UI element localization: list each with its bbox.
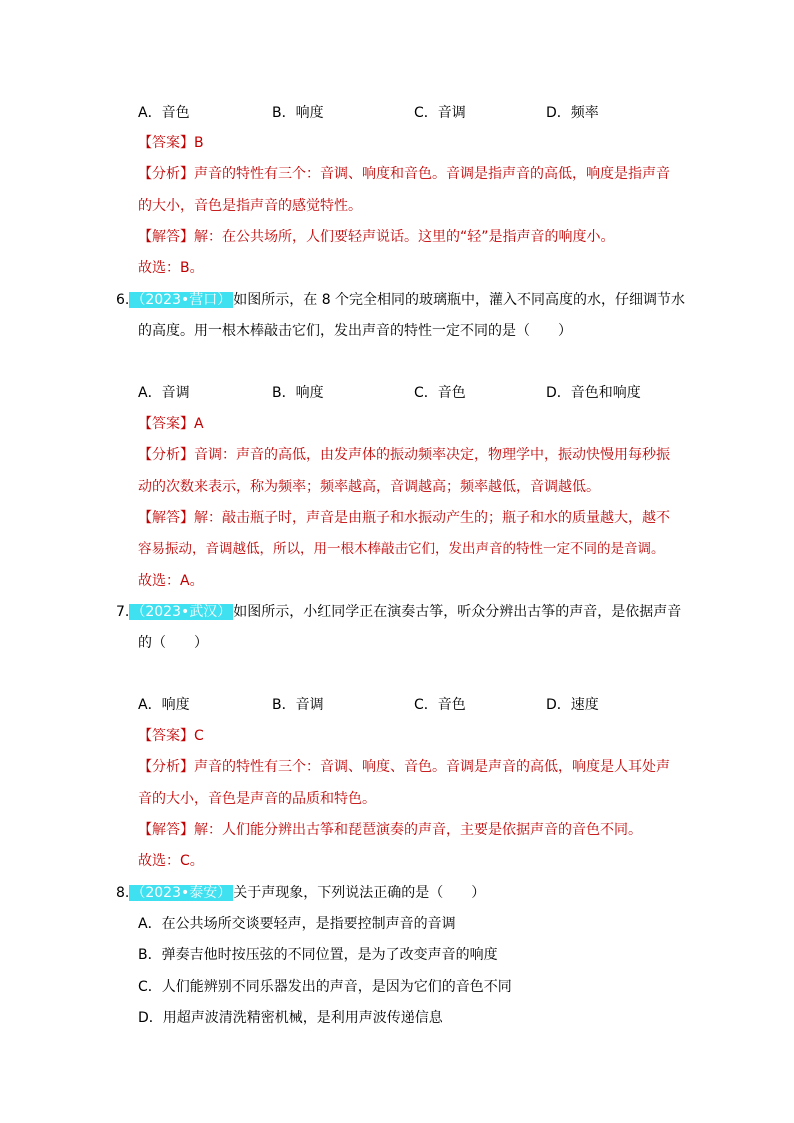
solution-text: 解：人们能分辨出古筝和琵琶演奏的声音，主要是依据声音的音色不同。	[194, 822, 642, 838]
option-a: A．音调	[138, 385, 190, 401]
prev-analysis-line-2: 的大小，音色是指声音的感觉特性。	[138, 198, 362, 214]
q7-stem-line-2: 的（ ）	[138, 635, 208, 651]
option-a: A．响度	[138, 697, 190, 713]
solution-tag: 【解答】	[138, 822, 194, 838]
stem-text: 关于声现象，下列说法正确的是（ ）	[233, 885, 486, 901]
question-number: 7.	[116, 604, 130, 620]
q7-analysis-line-2: 音的大小，音色是声音的品质和特色。	[138, 791, 376, 807]
q6-solution-line-2: 容易振动，音调越低，所以，用一根木棒敲击它们，发出声音的特性一定不同的是音调。	[138, 541, 665, 557]
solution-text: 解：敲击瓶子时，声音是由瓶子和水振动产生的；瓶子和水的质量越大，越不	[194, 510, 670, 526]
q8-stem	[116, 883, 485, 903]
option-d: D．速度	[546, 697, 599, 713]
answer-value: B	[194, 135, 204, 151]
source-badge: （2023•营口）	[131, 292, 232, 308]
q8-option-b: B．弹奏吉他时按压弦的不同位置，是为了改变声音的响度	[138, 947, 498, 963]
option-b: B．响度	[272, 385, 324, 401]
prev-solution	[138, 227, 615, 247]
q8-option-d: D．用超声波清洗精密机械，是利用声波传递信息	[138, 1010, 443, 1026]
analysis-tag: 【分析】	[138, 447, 194, 463]
q8-option-a: A．在公共场所交谈要轻声，是指要控制声音的音调	[138, 916, 456, 932]
q7-solution	[138, 820, 642, 840]
source-badge: （2023•泰安）	[131, 885, 232, 901]
answer-tag: 【答案】	[138, 135, 194, 151]
stem-text: 如图所示，在 8 个完全相同的玻璃瓶中，灌入不同高度的水，仔细调节水	[233, 292, 686, 308]
option-c: C．音色	[414, 385, 466, 401]
prev-analysis-line-1	[138, 164, 670, 184]
solution-text: 解：在公共场所，人们要轻声说话。这里的“轻”是指声音的响度小。	[194, 229, 615, 245]
solution-tag: 【解答】	[138, 510, 194, 526]
analysis-text: 声音的特性有三个：音调、响度、音色。音调是声音的高低，响度是人耳处声	[194, 759, 670, 775]
q7-choice: 故选：C。	[138, 853, 204, 869]
q6-stem-line-1	[116, 290, 685, 310]
answer-value: C	[194, 728, 204, 744]
solution-tag: 【解答】	[138, 229, 194, 245]
answer-tag: 【答案】	[138, 728, 194, 744]
q6-solution-line-1	[138, 508, 670, 528]
prev-answer	[138, 133, 204, 153]
q8-option-c: C．人们能辨别不同乐器发出的声音，是因为它们的音色不同	[138, 979, 512, 995]
q6-analysis-line-2: 动的次数来表示，称为频率；频率越高，音调越高；频率越低，音调越低。	[138, 479, 600, 495]
analysis-tag: 【分析】	[138, 166, 194, 182]
q6-answer	[138, 414, 204, 434]
q6-stem-line-2: 的高度。用一根木棒敲击它们，发出声音的特性一定不同的是（ ）	[138, 323, 572, 339]
option-c: C．音调	[414, 105, 466, 121]
option-b: B．音调	[272, 697, 324, 713]
option-d: D．音色和响度	[546, 385, 641, 401]
option-b: B．响度	[272, 105, 324, 121]
option-a: A．音色	[138, 105, 190, 121]
analysis-text: 音调：声音的高低，由发声体的振动频率决定，物理学中，振动快慢用每秒振	[194, 447, 670, 463]
analysis-text: 声音的特性有三个：音调、响度和音色。音调是指声音的高低，响度是指声音	[194, 166, 670, 182]
stem-text: 如图所示，小红同学正在演奏古筝，听众分辨出古筝的声音，是依据声音	[233, 604, 682, 620]
q7-answer	[138, 726, 204, 746]
question-number: 6.	[116, 292, 130, 308]
q6-analysis-line-1	[138, 445, 670, 465]
q6-choice: 故选：A。	[138, 573, 204, 589]
q7-analysis-line-1	[138, 757, 670, 777]
answer-value: A	[194, 416, 204, 432]
question-number: 8.	[116, 885, 130, 901]
source-badge: （2023•武汉）	[131, 604, 232, 620]
prev-choice: 故选：B。	[138, 260, 204, 276]
analysis-tag: 【分析】	[138, 759, 194, 775]
option-c: C．音色	[414, 697, 466, 713]
option-d: D．频率	[546, 105, 599, 121]
answer-tag: 【答案】	[138, 416, 194, 432]
q7-stem-line-1	[116, 602, 681, 622]
